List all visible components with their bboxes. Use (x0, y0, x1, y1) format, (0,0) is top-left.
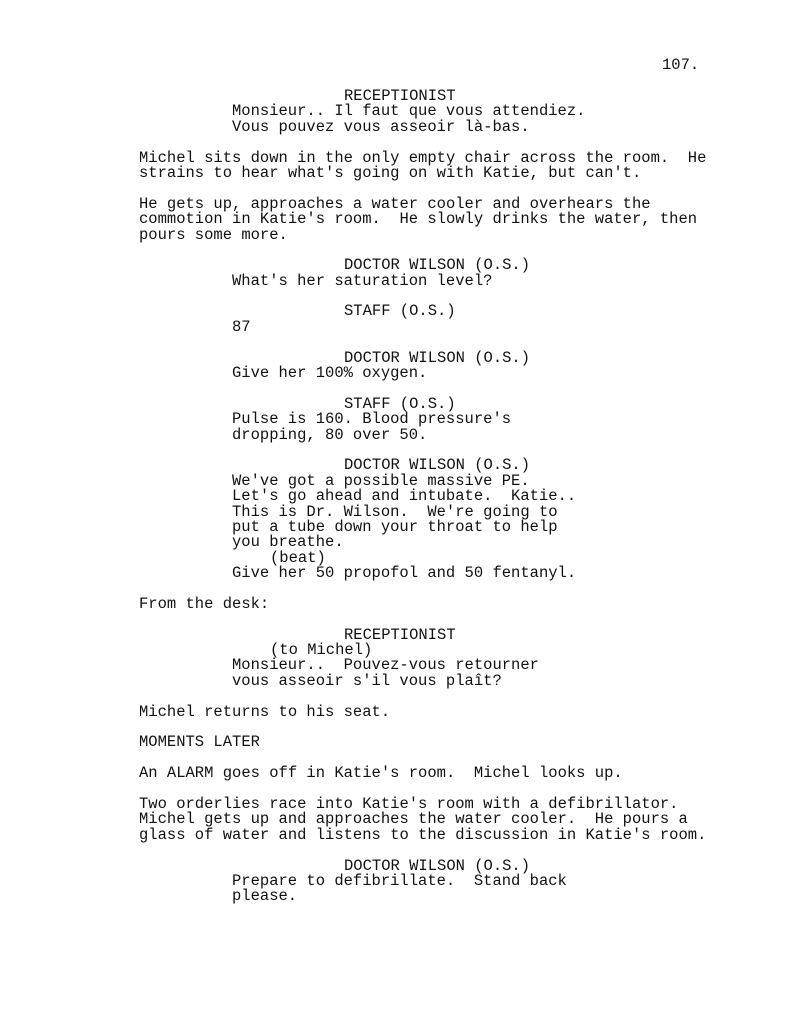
action-line: glass of water and listens to the discussion in Katie's room. (139, 825, 707, 844)
action-line: He gets up, approaches a water cooler and overhears the (139, 194, 651, 213)
character-name: DOCTOR WILSON (O.S.) (344, 856, 531, 875)
blank-line (0, 689, 791, 704)
action-line: Michel returns to his seat. (139, 702, 391, 721)
action-line: Michel sits down in the only empty chair across the room. He (139, 148, 707, 167)
dialogue-line: We've got a possible massive PE. (232, 471, 530, 490)
dialogue-line: What's her saturation level? (232, 271, 493, 290)
dialogue-line: vous asseoir s'il vous plaît? (232, 671, 502, 690)
dialogue-line: Prepare to defibrillate. Stand back (232, 871, 567, 890)
action-line: MOMENTS LATER (139, 733, 260, 752)
character-name: STAFF (O.S.) (344, 302, 456, 321)
dialogue-line: dropping, 80 over 50. (232, 425, 428, 444)
dialogue-line: please. (232, 887, 298, 906)
parenthetical: (to Michel) (270, 641, 373, 660)
action-line: Michel gets up and approaches the water cooler. He pours a (139, 810, 688, 829)
dialogue-line: 87 (232, 317, 251, 336)
dialogue-line: This is Dr. Wilson. We're going to (232, 502, 558, 521)
dialogue-line: Give her 100% oxygen. (232, 364, 428, 383)
blank-line (0, 582, 791, 597)
action-line: commotion in Katie's room. He slowly drinks the water, then (139, 210, 698, 229)
action-line: strains to hear what's going on with Katie, but can't. (139, 163, 642, 182)
character-name: DOCTOR WILSON (O.S.) (344, 348, 531, 367)
dialogue-line: Pulse is 160. Blood pressure's (232, 410, 512, 429)
dialogue-line: Monsieur.. Pouvez-vous retourner (232, 656, 539, 675)
dialogue-line: Give her 50 propofol and 50 fentanyl. (232, 564, 577, 583)
dialogue-line: Vous pouvez vous asseoir là-bas. (232, 117, 530, 136)
dialogue-line: Let's go ahead and intubate. Katie.. (232, 487, 577, 506)
character-name: RECEPTIONIST (344, 625, 456, 644)
dialogue-line: put a tube down your throat to help (232, 517, 558, 536)
character-name: STAFF (O.S.) (344, 394, 456, 413)
action-line: Two orderlies race into Katie's room with a defibrillator. (139, 794, 679, 813)
page-number: 107. (662, 56, 700, 74)
parenthetical: (beat) (270, 548, 326, 567)
script-body (0, 89, 791, 905)
dialogue-line: Monsieur.. Il faut que vous attendiez. (232, 102, 586, 121)
action-line: pours some more. (139, 225, 288, 244)
character-name: RECEPTIONIST (344, 87, 456, 105)
character-name: DOCTOR WILSON (O.S.) (344, 456, 531, 475)
blank-line (0, 720, 791, 735)
character-name: DOCTOR WILSON (O.S.) (344, 256, 531, 275)
action-line: From the desk: (139, 594, 270, 613)
dialogue-line: you breathe. (232, 533, 344, 552)
action-line: An ALARM goes off in Katie's room. Michel looks up. (139, 764, 623, 783)
